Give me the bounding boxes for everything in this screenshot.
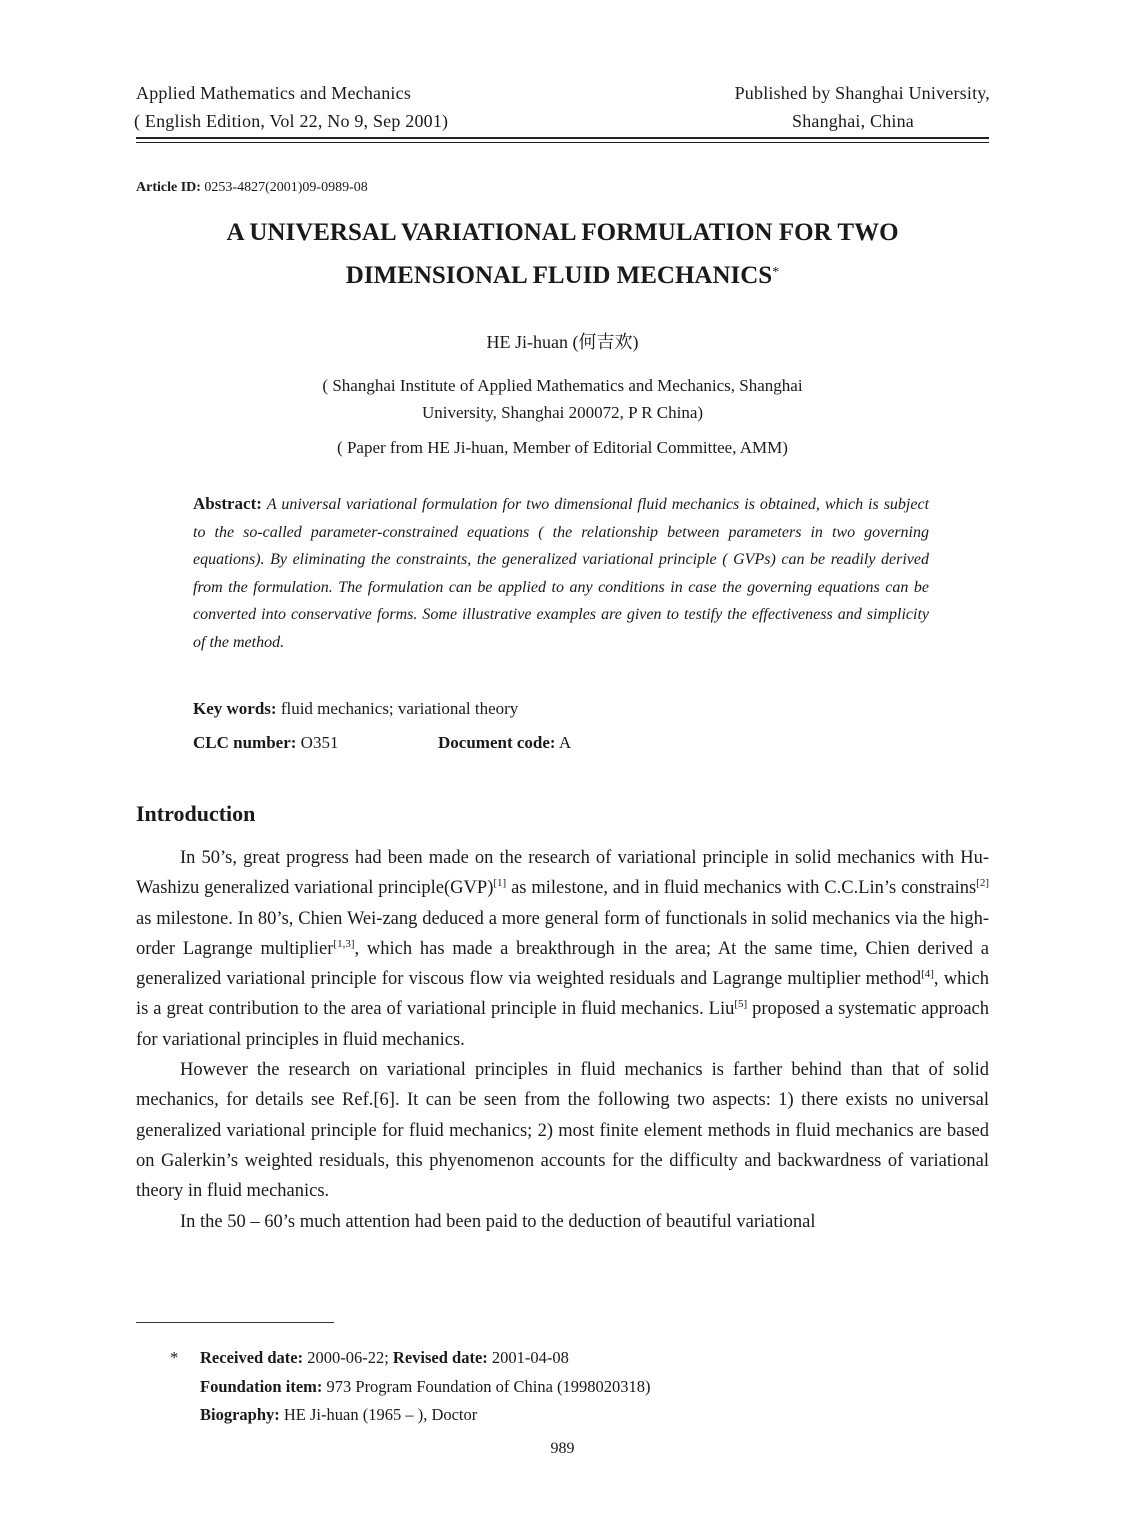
footnote — [170, 1344, 651, 1430]
paragraph-3: In the 50 – 60’s much attention had been paid to the deduction of beautiful variational — [180, 1211, 816, 1232]
paper-title-text: DIMENSIONAL FLUID MECHANICS — [345, 262, 773, 289]
body-text — [136, 843, 989, 1237]
p1-text-2: as milestone, and in fluid mechanics with C.C.Lin’s constrains — [506, 878, 977, 899]
paper-from: ( Paper from HE Ji-huan, Member of Editorial Committee, AMM) — [337, 438, 788, 457]
revised-value: 2001-04-08 — [491, 1348, 569, 1367]
revised-label: Revised date: — [392, 1348, 488, 1367]
abstract — [193, 490, 929, 657]
journal-edition: ( English Edition, Vol 22, No 9, Sep 2001) — [134, 111, 449, 131]
affiliation-line1: ( Shanghai Institute of Applied Mathematics and Mechanics, Shanghai — [322, 376, 803, 395]
p1-text-6: proposed a systematic approach for variational principles in fluid mechanics. — [136, 999, 989, 1050]
foundation-value: 973 Program Foundation of China (1998020318) — [326, 1376, 651, 1396]
article-id — [136, 180, 368, 196]
footnote-foundation — [170, 1373, 651, 1402]
foundation-label: Foundation item: — [200, 1376, 323, 1396]
footnote-rule — [136, 1322, 334, 1323]
paper-title-line2 — [0, 262, 1125, 290]
footnote-marker: * — [170, 1348, 179, 1367]
doc-code-value: A — [558, 733, 572, 752]
abstract-label: Abstract: — [193, 494, 262, 513]
p1-text-3: as milestone. In 80’s, Chien Wei-zang deduced a more general form of functionals in solid mechanics via the high-order Lagrange multiplier — [136, 908, 989, 959]
biography-value: HE Ji-huan (1965 – ), Doctor — [283, 1405, 478, 1424]
header-rule-top — [136, 137, 989, 139]
p1-text-4: , which has made a breakthrough in the area; At the same time, Chien derived a generalized variational principle for viscous flow via weighted residuals and Lagrange multiplier method — [136, 938, 989, 990]
clc-value: O351 — [300, 733, 339, 752]
paper-title-line1: A UNIVERSAL VARIATIONAL FORMULATION FOR TWO — [226, 219, 899, 246]
title-footnote-marker: * — [772, 265, 780, 280]
footnote-biography — [170, 1401, 651, 1430]
article-id-label: Article ID: — [136, 180, 201, 195]
footnote-dates — [170, 1344, 651, 1373]
affiliation-line2: University, Shanghai 200072, P R China) — [421, 403, 704, 422]
header-rule-bottom — [136, 142, 989, 143]
section-heading-introduction: Introduction — [136, 801, 256, 826]
journal-name: Applied Mathematics and Mechanics — [136, 83, 412, 103]
clc-label: CLC number: — [193, 733, 297, 752]
author: HE Ji-huan (何吉欢) — [486, 332, 639, 352]
publisher-location: Shanghai, China — [792, 111, 914, 131]
citation-1-3: [1,3] — [333, 937, 355, 950]
received-value: 2000-06-22; — [307, 1348, 389, 1367]
paragraph-1 — [136, 843, 989, 1055]
paragraph-2: However the research on variational principles in fluid mechanics is farther behind than that of solid mechanics, for details see Ref.[6]. It can be seen from the following two aspects: 1) there exists no universal generalized variational principle for fluid mechanics; 2) most finite element methods in fluid mechanics are based on Galerkin’s weighted residuals, this phyenomenon accounts for the difficulty and backwardness of variational theory in fluid mechanics. — [136, 1060, 989, 1202]
citation-4: [4] — [921, 968, 934, 981]
page-number: 989 — [550, 1440, 575, 1457]
keywords — [193, 699, 518, 719]
clc-number — [193, 733, 338, 753]
citation-2: [2] — [976, 877, 989, 890]
biography-label: Biography: — [200, 1405, 280, 1424]
publisher: Published by Shanghai University, — [734, 83, 990, 103]
citation-5: [5] — [734, 998, 748, 1011]
received-label: Received date: — [200, 1348, 304, 1367]
doc-code-label: Document code: — [438, 733, 556, 752]
p1-text-5: , which is a great contribution to the area of variational principle in fluid mechanics. Liu — [136, 969, 989, 1020]
abstract-text: A universal variational formulation for two dimensional fluid mechanics is obtained, which is subject to the so-called parameter-constrained equations ( the relationship between parameters in two governing equations). By eliminating the constraints, the generalized variational principle ( GVPs) can be readily derived from the formulation. The formulation can be applied to any conditions in case the governing equations can be converted into conservative forms. Some illustrative examples are given to testify the effectiveness and simplicity of the method. — [193, 496, 930, 651]
keywords-label: Key words: — [193, 699, 277, 718]
p1-text-1: In 50’s, great progress had been made on the research of variational principle in solid mechanics with Hu-Washizu generalized variational principle(GVP) — [136, 848, 989, 899]
document-code — [438, 733, 571, 753]
article-id-value: 0253-4827(2001)09-0989-08 — [204, 180, 368, 195]
keywords-value: fluid mechanics; variational theory — [280, 699, 519, 718]
citation-1: [1] — [493, 877, 507, 890]
